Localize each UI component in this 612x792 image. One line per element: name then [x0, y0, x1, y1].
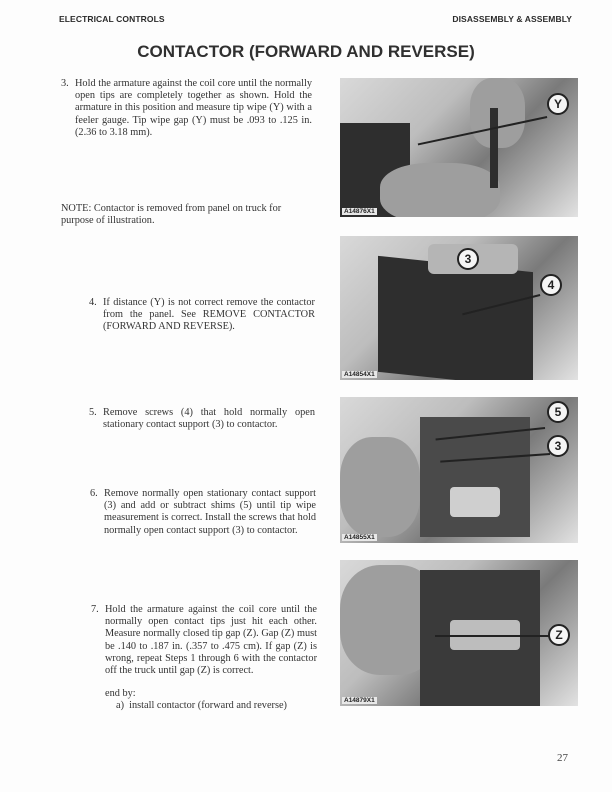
- figure-id: A14854X1: [344, 371, 375, 378]
- callout-5: 5: [547, 401, 569, 423]
- step-number: 3.: [61, 78, 69, 89]
- note: NOTE: Contactor is removed from panel on truck for purpose of illustration.: [61, 203, 282, 227]
- header-chapter-title: DISASSEMBLY & ASSEMBLY: [452, 14, 572, 24]
- step-text: Remove normally open stationary contact support (3) and add or subtract shims (5) until tip wipe measurement is correct. Install the screws that hold normally open contact support (3) to contactor.: [104, 488, 316, 536]
- page-number: 27: [557, 752, 568, 764]
- figure-id: A14879X1: [344, 697, 375, 704]
- step-number: 5.: [89, 407, 97, 418]
- callout-3: 3: [547, 435, 569, 457]
- step-number: 6.: [90, 488, 98, 499]
- leader-line: [435, 635, 550, 637]
- page-title: CONTACTOR (FORWARD AND REVERSE): [137, 42, 475, 61]
- callout-3: 3: [457, 248, 479, 270]
- callout-4: 4: [540, 274, 562, 296]
- callout-y: Y: [547, 93, 569, 115]
- header-section-title: ELECTRICAL CONTROLS: [59, 14, 165, 24]
- step-6: [90, 488, 316, 537]
- figure-2-photo: [340, 236, 578, 380]
- step-text: Remove screws (4) that hold normally open stationary contact support (3) to contactor.: [103, 407, 315, 431]
- coil: [450, 487, 500, 517]
- step-5: [89, 407, 315, 431]
- feeler-gauge: [490, 108, 498, 188]
- hand: [380, 163, 500, 217]
- figure-id: A14876X1: [344, 208, 375, 215]
- step-text: Hold the armature against the coil core until the normally open contact tips just hit each other. Measure normally closed tip gap (Z). Gap (Z) must be .140 to .187 in. (.357 to .475 cm). If gap (Z) is wrong, repeat Steps 1 through 6 with the contactor off the truck until gap (Z) is correct.: [105, 604, 317, 677]
- step-text: Hold the armature against the coil core until the normally open tips are completely together as shown. Hold the armature in this position and measure tip wipe (Y) with a feeler gauge. Tip wipe gap (Y) must be .093 to .125 in. (2.36 to 3.18 mm).: [75, 78, 312, 138]
- step-4: [89, 297, 315, 334]
- contactor-panel: [378, 256, 533, 380]
- figure-4-photo: [340, 560, 578, 706]
- hand: [340, 437, 420, 537]
- step-number: 4.: [89, 297, 97, 308]
- step-3: [61, 78, 312, 139]
- step-number: 7.: [91, 604, 99, 615]
- end-by-label: end by:: [105, 688, 136, 699]
- end-by-item: a) install contactor (forward and reverse): [116, 700, 287, 711]
- figure-id: A14855X1: [344, 534, 375, 541]
- figure-3-photo: [340, 397, 578, 543]
- callout-z: Z: [548, 624, 570, 646]
- step-text: If distance (Y) is not correct remove the contactor from the panel. See REMOVE CONTACTOR (FORWARD AND REVERSE).: [103, 297, 315, 333]
- step-7: [91, 604, 317, 677]
- figure-1-photo: [340, 78, 578, 217]
